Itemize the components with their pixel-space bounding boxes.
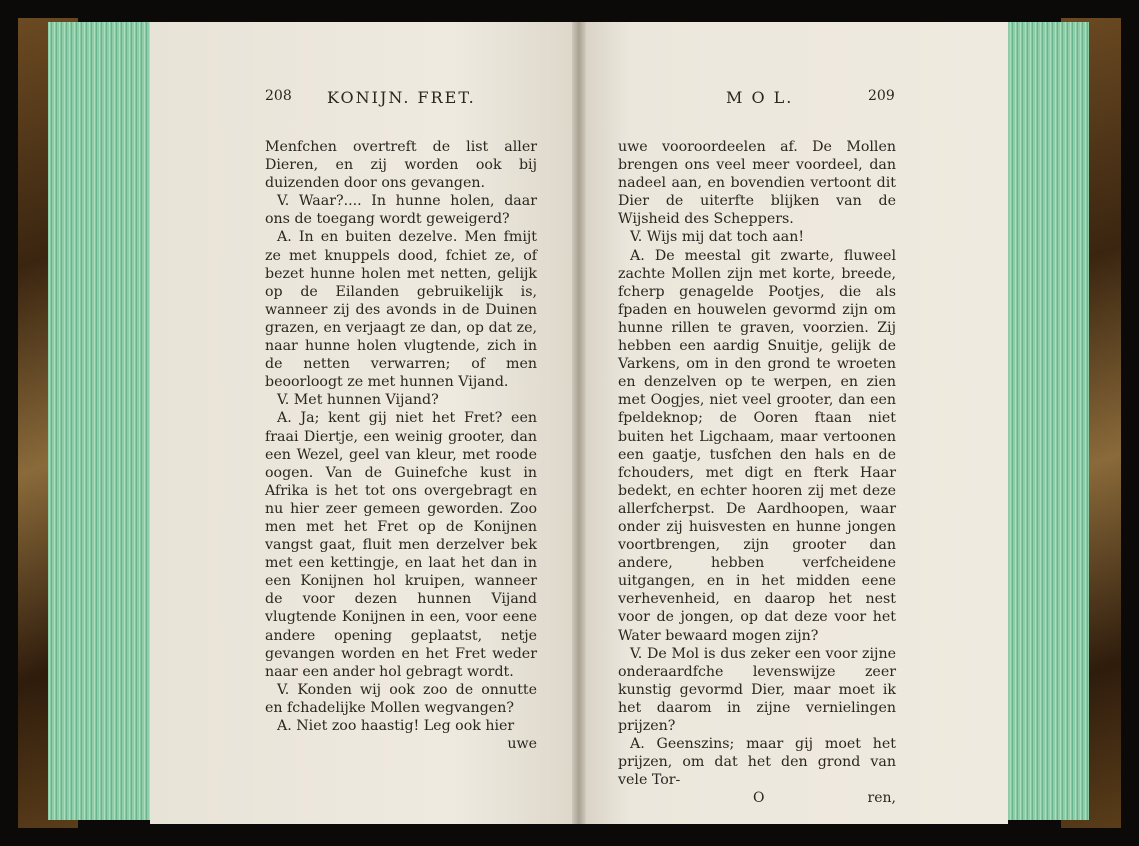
- left-page: [150, 22, 580, 824]
- page-number: 208: [265, 88, 292, 104]
- left-page-text: [265, 138, 537, 753]
- right-page-edges: [999, 22, 1089, 820]
- paragraph: A. Ja; kent gij niet het Fret? een fraai Diertje, een weinig grooter, dan een Wezel, geel van kleur, met roode oogen. Van de Guinefche kust in Afrika is het tot ons overgebragt en nu hier zeer gemeen geworden. Zoo men met het Fret op de Konijnen vangst gaat, fluit men derzelver bek met een kettingje, en laat het dan in een Konijnen hol kruipen, wanneer de voor dezen hunnen Vijand vlugtende Konijnen in een, voor eene andere opening geplaatst, netje gevangen worden en het Fret weder naar een ander hol gebragt wordt.: [265, 410, 537, 680]
- right-page-text: [618, 138, 896, 807]
- paragraph: uwe vooroordeelen af. De Mollen brengen ons veel meer voordeel, dan nadeel aan, en bovendien vertoont dit Dier de uiterfte blijken van de Wijsheid des Scheppers.: [618, 139, 896, 228]
- paragraph: V. Waar?.... In hunne holen, daar ons de toegang wordt geweigerd?: [265, 193, 537, 228]
- paragraph: V. Wijs mij dat toch aan!: [630, 229, 805, 246]
- right-page-header: [618, 88, 898, 112]
- paragraph: V. Konden wij ook zoo de onnutte en fchadelijke Mollen wegvangen?: [265, 681, 537, 716]
- book-gutter: [572, 22, 586, 824]
- catchword: ren,: [867, 790, 896, 807]
- paragraph: A. Niet zoo haastig! Leg ook hier: [277, 718, 515, 734]
- paragraph: V. Met hunnen Vijand?: [277, 392, 439, 409]
- left-page-edges: [48, 22, 152, 820]
- signature-mark: O: [753, 790, 765, 807]
- paragraph: V. De Mol is dus zeker een voor zijne onderaardfche levenswijze zeer kunstig gevormd Dier, maar moet ik het daarom in zijne vernielingen prijzen?: [618, 645, 896, 734]
- paragraph: A. De meestal git zwarte, fluweel zachte Mollen zijn met korte, breede, fcherp genagelde Pootjes, die als fpaden en houwelen gevormd zijn om hunne rillen te graven, voorzien. Zij hebben een aardig Snuitje, gelijk de Varkens, om in den grond te wroeten en denzelven op te werpen, en zien met Oogjes, niet veel grooter, dan een fpeldeknop; de Ooren ftaan niet buiten het Ligchaam, maar vertoonen een gaatje, tusfchen den hals en de fchouders, met digt en fterk Haar bedekt, en echter hooren zij met deze allerfcherpst. De Aardhoopen, waar onder zij huisvesten en hunne jongen voortbrengen, zijn grooter dan andere, hebben verfcheidene uitgangen, en in het midden eene verhevenheid, en daarop het nest voor de jongen, op dat deze voor het Water bewaard mogen zijn?: [618, 247, 896, 644]
- paragraph: Menfchen overtreft de list aller Dieren, en zij worden ook bij duizenden door ons gevangen.: [265, 139, 537, 192]
- running-head: KONIJN. FRET.: [327, 88, 476, 107]
- paragraph: A. In en buiten dezelve. Men fmijt ze met knuppels dood, fchiet ze, of bezet hunne holen met netten, gelijk op de Eilanden gebruikelijk is, wanneer zij des avonds in de Duinen grazen, en verjaagt ze dan, op dat ze, naar hunne holen vlugtende, zich in de netten verwarren; of men beoorloogt ze met hunnen Vijand.: [265, 229, 537, 391]
- right-page: [578, 22, 1008, 824]
- paragraph: A. Geenszins; maar gij moet het prijzen, om dat het den grond van vele Tor-: [618, 736, 896, 789]
- catchword: uwe: [507, 736, 537, 753]
- page-number: 209: [868, 88, 895, 104]
- running-head: M O L.: [726, 88, 794, 107]
- left-page-header: [265, 88, 565, 112]
